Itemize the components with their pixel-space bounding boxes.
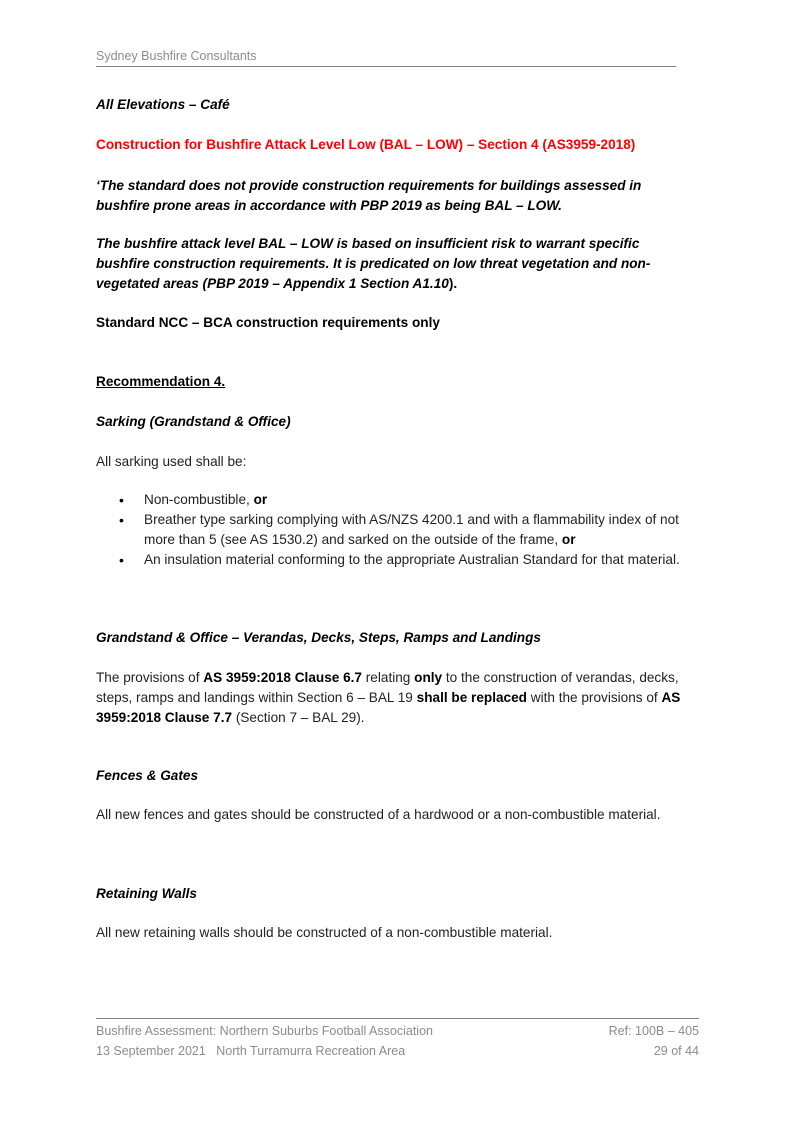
footer-line-1	[96, 1024, 699, 1038]
verandas-text-2: relating	[362, 670, 415, 685]
list-item	[96, 510, 696, 550]
bullet-1-text: Non-combustible,	[144, 492, 254, 507]
standard-quote-2	[96, 234, 696, 294]
verandas-shall-be-replaced: shall be replaced	[416, 690, 527, 705]
retaining-walls-text: All new retaining walls should be constructed of a non-combustible material.	[96, 925, 553, 940]
retaining-walls-heading: Retaining Walls	[96, 886, 197, 901]
recommendation-title: Recommendation 4.	[96, 374, 226, 389]
sarking-list	[96, 490, 696, 570]
footer-ref: Ref: 100B – 405	[608, 1024, 699, 1038]
footer-report-title: Bushfire Assessment: Northern Suburbs Football Association	[96, 1024, 433, 1038]
bullet-3-text: An insulation material conforming to the appropriate Australian Standard for that material.	[144, 552, 680, 567]
list-item	[96, 490, 696, 510]
fences-text: All new fences and gates should be constructed of a hardwood or a non-combustible material.	[96, 807, 661, 822]
page-header	[96, 49, 676, 67]
footer-page-number: 29 of 44	[653, 1044, 699, 1058]
verandas-clause-6-7: AS 3959:2018 Clause 6.7	[203, 670, 362, 685]
bullet-2-text: Breather type sarking complying with AS/NZS 4200.1 and with a flammability index of not more than 5 (see AS 1530.2) and sarked on the outside of the frame,	[144, 512, 679, 547]
sarking-intro: All sarking used shall be:	[96, 454, 247, 469]
standard-ncc-note: Standard NCC – BCA construction requirements only	[96, 315, 440, 330]
fences-heading: Fences & Gates	[96, 768, 198, 783]
list-item	[96, 550, 696, 570]
section-heading-cafe: All Elevations – Café	[96, 97, 230, 112]
bullet-2-or: or	[561, 532, 576, 547]
verandas-paragraph	[96, 668, 696, 728]
sarking-heading: Sarking (Grandstand & Office)	[96, 414, 291, 429]
verandas-clause-7-7: AS 3959:2018 Clause 7.7	[96, 690, 681, 725]
standard-quote-1: ‘The standard does not provide construction requirements for buildings assessed in bushfire prone areas in accordance with PBP 2019 as being BAL – LOW.	[96, 178, 642, 213]
header-company: Sydney Bushfire Consultants	[96, 49, 257, 63]
bal-low-heading: Construction for Bushfire Attack Level Low (BAL – LOW) – Section 4 (AS3959-2018)	[96, 137, 636, 152]
footer-line-2	[96, 1044, 699, 1058]
header-blank-rule	[536, 66, 676, 67]
quote-2-text: The bushfire attack level BAL – LOW is based on insufficient risk to warrant specific bushfire construction requirements. It is predicated on low threat vegetation and non-vegetated areas (PBP 2019 – Appendix 1 Section A1.10	[96, 236, 651, 291]
verandas-text-1: The provisions of	[96, 670, 204, 685]
footer-rule	[96, 1018, 699, 1019]
verandas-only: only	[414, 670, 443, 685]
quote-2-end: ).	[448, 276, 458, 291]
verandas-text-4: with the provisions of	[526, 690, 662, 705]
verandas-text-3: to the construction of verandas, decks, steps, ramps and landings within Section 6 – BAL 19	[96, 670, 679, 705]
verandas-heading: Grandstand & Office – Verandas, Decks, Steps, Ramps and Landings	[96, 630, 541, 645]
footer-date-location: 13 September 2021 North Turramurra Recreation Area	[96, 1044, 406, 1058]
bullet-1-or: or	[253, 492, 268, 507]
verandas-text-5: (Section 7 – BAL 29).	[232, 710, 365, 725]
